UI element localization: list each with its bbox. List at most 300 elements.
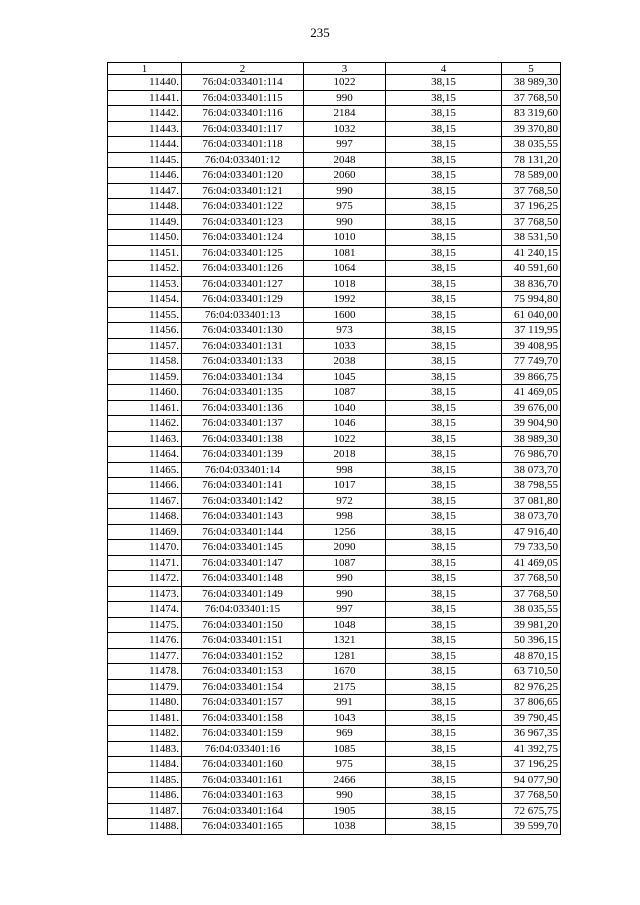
- area-cell: 2048: [304, 152, 386, 168]
- table-row: [108, 726, 561, 742]
- table-row: [108, 803, 561, 819]
- area-cell: 975: [304, 757, 386, 773]
- rate-cell: 38,15: [386, 664, 502, 680]
- cadastral-number-cell: 76:04:033401:148: [182, 571, 304, 587]
- area-cell: 2038: [304, 354, 386, 370]
- area-cell: 1600: [304, 307, 386, 323]
- table-row: [108, 106, 561, 122]
- rate-cell: 38,15: [386, 819, 502, 835]
- row-number-cell: 11446.: [108, 168, 182, 184]
- value-cell: 37 196,25: [502, 199, 561, 215]
- area-cell: 1032: [304, 121, 386, 137]
- rate-cell: 38,15: [386, 369, 502, 385]
- rate-cell: 38,15: [386, 586, 502, 602]
- cadastral-number-cell: 76:04:033401:154: [182, 679, 304, 695]
- area-cell: 1045: [304, 369, 386, 385]
- row-number-cell: 11459.: [108, 369, 182, 385]
- table-row: [108, 90, 561, 106]
- table-row: [108, 75, 561, 91]
- rate-cell: 38,15: [386, 540, 502, 556]
- header-cell-4: 4: [386, 63, 502, 75]
- row-number-cell: 11467.: [108, 493, 182, 509]
- row-number-cell: 11440.: [108, 75, 182, 91]
- rate-cell: 38,15: [386, 106, 502, 122]
- area-cell: 1043: [304, 710, 386, 726]
- cadastral-number-cell: 76:04:033401:144: [182, 524, 304, 540]
- area-cell: 997: [304, 602, 386, 618]
- row-number-cell: 11471.: [108, 555, 182, 571]
- rate-cell: 38,15: [386, 168, 502, 184]
- rate-cell: 38,15: [386, 307, 502, 323]
- rate-cell: 38,15: [386, 152, 502, 168]
- table-row: [108, 741, 561, 757]
- table-row: [108, 137, 561, 153]
- table-row: [108, 245, 561, 261]
- value-cell: 36 967,35: [502, 726, 561, 742]
- table-row: [108, 292, 561, 308]
- row-number-cell: 11474.: [108, 602, 182, 618]
- area-cell: 990: [304, 90, 386, 106]
- value-cell: 41 392,75: [502, 741, 561, 757]
- cadastral-number-cell: 76:04:033401:136: [182, 400, 304, 416]
- area-cell: 1038: [304, 819, 386, 835]
- table-row: [108, 679, 561, 695]
- value-cell: 38 989,30: [502, 75, 561, 91]
- area-cell: 997: [304, 137, 386, 153]
- rate-cell: 38,15: [386, 648, 502, 664]
- table-row: [108, 664, 561, 680]
- row-number-cell: 11484.: [108, 757, 182, 773]
- value-cell: 37 768,50: [502, 214, 561, 230]
- rate-cell: 38,15: [386, 695, 502, 711]
- rate-cell: 38,15: [386, 757, 502, 773]
- value-cell: 39 599,70: [502, 819, 561, 835]
- row-number-cell: 11483.: [108, 741, 182, 757]
- table-row: [108, 509, 561, 525]
- cadastral-number-cell: 76:04:033401:164: [182, 803, 304, 819]
- cadastral-number-cell: 76:04:033401:124: [182, 230, 304, 246]
- rate-cell: 38,15: [386, 400, 502, 416]
- value-cell: 41 469,05: [502, 385, 561, 401]
- area-cell: 1017: [304, 478, 386, 494]
- row-number-cell: 11473.: [108, 586, 182, 602]
- row-number-cell: 11488.: [108, 819, 182, 835]
- cadastral-number-cell: 76:04:033401:163: [182, 788, 304, 804]
- value-cell: 47 916,40: [502, 524, 561, 540]
- rate-cell: 38,15: [386, 571, 502, 587]
- row-number-cell: 11465.: [108, 462, 182, 478]
- rate-cell: 38,15: [386, 385, 502, 401]
- table-row: [108, 478, 561, 494]
- area-cell: 2175: [304, 679, 386, 695]
- table-row: [108, 338, 561, 354]
- row-number-cell: 11485.: [108, 772, 182, 788]
- row-number-cell: 11455.: [108, 307, 182, 323]
- area-cell: 1022: [304, 431, 386, 447]
- table-row: [108, 276, 561, 292]
- value-cell: 37 806,65: [502, 695, 561, 711]
- rate-cell: 38,15: [386, 245, 502, 261]
- cadastral-number-cell: 76:04:033401:133: [182, 354, 304, 370]
- rate-cell: 38,15: [386, 338, 502, 354]
- row-number-cell: 11443.: [108, 121, 182, 137]
- table-row: [108, 788, 561, 804]
- row-number-cell: 11449.: [108, 214, 182, 230]
- value-cell: 39 370,80: [502, 121, 561, 137]
- cadastral-number-cell: 76:04:033401:129: [182, 292, 304, 308]
- cadastral-number-cell: 76:04:033401:130: [182, 323, 304, 339]
- cadastral-number-cell: 76:04:033401:159: [182, 726, 304, 742]
- row-number-cell: 11482.: [108, 726, 182, 742]
- value-cell: 37 081,80: [502, 493, 561, 509]
- row-number-cell: 11478.: [108, 664, 182, 680]
- rate-cell: 38,15: [386, 478, 502, 494]
- value-cell: 37 768,50: [502, 183, 561, 199]
- row-number-cell: 11468.: [108, 509, 182, 525]
- table-row: [108, 416, 561, 432]
- cadastral-number-cell: 76:04:033401:12: [182, 152, 304, 168]
- value-cell: 41 469,05: [502, 555, 561, 571]
- rate-cell: 38,15: [386, 183, 502, 199]
- area-cell: 2466: [304, 772, 386, 788]
- area-cell: 2018: [304, 447, 386, 463]
- row-number-cell: 11481.: [108, 710, 182, 726]
- rate-cell: 38,15: [386, 633, 502, 649]
- rate-cell: 38,15: [386, 772, 502, 788]
- value-cell: 38 035,55: [502, 602, 561, 618]
- value-cell: 38 531,50: [502, 230, 561, 246]
- row-number-cell: 11469.: [108, 524, 182, 540]
- header-cell-5: 5: [502, 63, 561, 75]
- cadastral-number-cell: 76:04:033401:114: [182, 75, 304, 91]
- row-number-cell: 11470.: [108, 540, 182, 556]
- area-cell: 990: [304, 183, 386, 199]
- table-row: [108, 183, 561, 199]
- cadastral-number-cell: 76:04:033401:153: [182, 664, 304, 680]
- cadastral-number-cell: 76:04:033401:123: [182, 214, 304, 230]
- rate-cell: 38,15: [386, 121, 502, 137]
- rate-cell: 38,15: [386, 137, 502, 153]
- cadastral-number-cell: 76:04:033401:122: [182, 199, 304, 215]
- value-cell: 72 675,75: [502, 803, 561, 819]
- value-cell: 39 904,90: [502, 416, 561, 432]
- value-cell: 39 981,20: [502, 617, 561, 633]
- cadastral-number-cell: 76:04:033401:141: [182, 478, 304, 494]
- cadastral-number-cell: 76:04:033401:147: [182, 555, 304, 571]
- value-cell: 61 040,00: [502, 307, 561, 323]
- row-number-cell: 11448.: [108, 199, 182, 215]
- rate-cell: 38,15: [386, 447, 502, 463]
- area-cell: 1085: [304, 741, 386, 757]
- row-number-cell: 11463.: [108, 431, 182, 447]
- cadastral-number-cell: 76:04:033401:149: [182, 586, 304, 602]
- row-number-cell: 11458.: [108, 354, 182, 370]
- row-number-cell: 11464.: [108, 447, 182, 463]
- area-cell: 1670: [304, 664, 386, 680]
- area-cell: 1040: [304, 400, 386, 416]
- table-row: [108, 307, 561, 323]
- area-cell: 998: [304, 462, 386, 478]
- value-cell: 50 396,15: [502, 633, 561, 649]
- value-cell: 48 870,15: [502, 648, 561, 664]
- area-cell: 1022: [304, 75, 386, 91]
- area-cell: 973: [304, 323, 386, 339]
- area-cell: 969: [304, 726, 386, 742]
- value-cell: 94 077,90: [502, 772, 561, 788]
- value-cell: 39 408,95: [502, 338, 561, 354]
- area-cell: 998: [304, 509, 386, 525]
- value-cell: 77 749,70: [502, 354, 561, 370]
- table-row: [108, 323, 561, 339]
- value-cell: 78 131,20: [502, 152, 561, 168]
- value-cell: 37 196,25: [502, 757, 561, 773]
- table-row: [108, 695, 561, 711]
- table-row: [108, 602, 561, 618]
- table-row: [108, 524, 561, 540]
- rate-cell: 38,15: [386, 710, 502, 726]
- row-number-cell: 11441.: [108, 90, 182, 106]
- rate-cell: 38,15: [386, 602, 502, 618]
- area-cell: 1992: [304, 292, 386, 308]
- row-number-cell: 11451.: [108, 245, 182, 261]
- rate-cell: 38,15: [386, 509, 502, 525]
- header-row: [108, 63, 561, 75]
- table-row: [108, 385, 561, 401]
- cadastral-number-cell: 76:04:033401:150: [182, 617, 304, 633]
- cadastral-number-cell: 76:04:033401:13: [182, 307, 304, 323]
- table-row: [108, 431, 561, 447]
- row-number-cell: 11453.: [108, 276, 182, 292]
- area-cell: 991: [304, 695, 386, 711]
- row-number-cell: 11462.: [108, 416, 182, 432]
- value-cell: 38 035,55: [502, 137, 561, 153]
- area-cell: 1018: [304, 276, 386, 292]
- cadastral-number-cell: 76:04:033401:118: [182, 137, 304, 153]
- rate-cell: 38,15: [386, 803, 502, 819]
- row-number-cell: 11475.: [108, 617, 182, 633]
- rate-cell: 38,15: [386, 555, 502, 571]
- cadastral-number-cell: 76:04:033401:143: [182, 509, 304, 525]
- value-cell: 37 768,50: [502, 90, 561, 106]
- row-number-cell: 11444.: [108, 137, 182, 153]
- value-cell: 38 798,55: [502, 478, 561, 494]
- table-row: [108, 400, 561, 416]
- rate-cell: 38,15: [386, 679, 502, 695]
- cadastral-number-cell: 76:04:033401:138: [182, 431, 304, 447]
- row-number-cell: 11452.: [108, 261, 182, 277]
- cadastral-number-cell: 76:04:033401:121: [182, 183, 304, 199]
- header-cell-1: 1: [108, 63, 182, 75]
- cadastral-number-cell: 76:04:033401:137: [182, 416, 304, 432]
- rate-cell: 38,15: [386, 431, 502, 447]
- area-cell: 2060: [304, 168, 386, 184]
- area-cell: 990: [304, 571, 386, 587]
- table-row: [108, 633, 561, 649]
- cadastral-number-cell: 76:04:033401:125: [182, 245, 304, 261]
- area-cell: 1321: [304, 633, 386, 649]
- area-cell: 2184: [304, 106, 386, 122]
- table-row: [108, 586, 561, 602]
- value-cell: 75 994,80: [502, 292, 561, 308]
- rate-cell: 38,15: [386, 90, 502, 106]
- value-cell: 37 119,95: [502, 323, 561, 339]
- area-cell: 1081: [304, 245, 386, 261]
- rate-cell: 38,15: [386, 75, 502, 91]
- cadastral-number-cell: 76:04:033401:161: [182, 772, 304, 788]
- table-row: [108, 168, 561, 184]
- table-row: [108, 462, 561, 478]
- table-body: [108, 75, 561, 835]
- row-number-cell: 11472.: [108, 571, 182, 587]
- table-row: [108, 447, 561, 463]
- rate-cell: 38,15: [386, 199, 502, 215]
- cadastral-number-cell: 76:04:033401:134: [182, 369, 304, 385]
- area-cell: 1046: [304, 416, 386, 432]
- area-cell: 990: [304, 788, 386, 804]
- cadastral-number-cell: 76:04:033401:151: [182, 633, 304, 649]
- table-row: [108, 152, 561, 168]
- area-cell: 1905: [304, 803, 386, 819]
- row-number-cell: 11466.: [108, 478, 182, 494]
- table-row: [108, 230, 561, 246]
- area-cell: 1048: [304, 617, 386, 633]
- rate-cell: 38,15: [386, 230, 502, 246]
- table-row: [108, 617, 561, 633]
- header-cell-3: 3: [304, 63, 386, 75]
- cadastral-number-cell: 76:04:033401:165: [182, 819, 304, 835]
- rate-cell: 38,15: [386, 292, 502, 308]
- cadastral-number-cell: 76:04:033401:135: [182, 385, 304, 401]
- value-cell: 39 676,00: [502, 400, 561, 416]
- value-cell: 38 989,30: [502, 431, 561, 447]
- row-number-cell: 11461.: [108, 400, 182, 416]
- row-number-cell: 11487.: [108, 803, 182, 819]
- rate-cell: 38,15: [386, 462, 502, 478]
- table-header: [108, 63, 561, 75]
- value-cell: 39 790,45: [502, 710, 561, 726]
- cadastral-number-cell: 76:04:033401:145: [182, 540, 304, 556]
- rate-cell: 38,15: [386, 214, 502, 230]
- row-number-cell: 11454.: [108, 292, 182, 308]
- table-row: [108, 354, 561, 370]
- value-cell: 38 836,70: [502, 276, 561, 292]
- value-cell: 40 591,60: [502, 261, 561, 277]
- row-number-cell: 11456.: [108, 323, 182, 339]
- value-cell: 83 319,60: [502, 106, 561, 122]
- rate-cell: 38,15: [386, 726, 502, 742]
- table-row: [108, 819, 561, 835]
- page-number: 235: [310, 25, 330, 40]
- area-cell: 1064: [304, 261, 386, 277]
- rate-cell: 38,15: [386, 261, 502, 277]
- value-cell: 38 073,70: [502, 509, 561, 525]
- row-number-cell: 11450.: [108, 230, 182, 246]
- area-cell: 1087: [304, 555, 386, 571]
- table-row: [108, 540, 561, 556]
- cadastral-number-cell: 76:04:033401:16: [182, 741, 304, 757]
- value-cell: 39 866,75: [502, 369, 561, 385]
- area-cell: 1087: [304, 385, 386, 401]
- rate-cell: 38,15: [386, 617, 502, 633]
- area-cell: 972: [304, 493, 386, 509]
- rate-cell: 38,15: [386, 524, 502, 540]
- area-cell: 1033: [304, 338, 386, 354]
- cadastral-number-cell: 76:04:033401:116: [182, 106, 304, 122]
- cadastral-number-cell: 76:04:033401:126: [182, 261, 304, 277]
- rate-cell: 38,15: [386, 354, 502, 370]
- rate-cell: 38,15: [386, 416, 502, 432]
- cadastral-number-cell: 76:04:033401:131: [182, 338, 304, 354]
- table-row: [108, 772, 561, 788]
- value-cell: 78 589,00: [502, 168, 561, 184]
- area-cell: 990: [304, 586, 386, 602]
- table-row: [108, 199, 561, 215]
- cadastral-number-cell: 76:04:033401:115: [182, 90, 304, 106]
- value-cell: 63 710,50: [502, 664, 561, 680]
- row-number-cell: 11479.: [108, 679, 182, 695]
- rate-cell: 38,15: [386, 788, 502, 804]
- row-number-cell: 11476.: [108, 633, 182, 649]
- table-row: [108, 493, 561, 509]
- header-cell-2: 2: [182, 63, 304, 75]
- table-row: [108, 555, 561, 571]
- value-cell: 41 240,15: [502, 245, 561, 261]
- row-number-cell: 11457.: [108, 338, 182, 354]
- cadastral-number-cell: 76:04:033401:15: [182, 602, 304, 618]
- table-row: [108, 369, 561, 385]
- table-row: [108, 214, 561, 230]
- value-cell: 79 733,50: [502, 540, 561, 556]
- table-row: [108, 648, 561, 664]
- value-cell: 37 768,50: [502, 586, 561, 602]
- row-number-cell: 11460.: [108, 385, 182, 401]
- value-cell: 38 073,70: [502, 462, 561, 478]
- row-number-cell: 11445.: [108, 152, 182, 168]
- table-row: [108, 757, 561, 773]
- rate-cell: 38,15: [386, 741, 502, 757]
- area-cell: 1010: [304, 230, 386, 246]
- value-cell: 82 976,25: [502, 679, 561, 695]
- value-cell: 37 768,50: [502, 571, 561, 587]
- rate-cell: 38,15: [386, 323, 502, 339]
- value-cell: 76 986,70: [502, 447, 561, 463]
- row-number-cell: 11480.: [108, 695, 182, 711]
- table-row: [108, 571, 561, 587]
- cadastral-number-cell: 76:04:033401:142: [182, 493, 304, 509]
- cadastral-number-cell: 76:04:033401:117: [182, 121, 304, 137]
- row-number-cell: 11486.: [108, 788, 182, 804]
- cadastral-number-cell: 76:04:033401:157: [182, 695, 304, 711]
- table-row: [108, 121, 561, 137]
- row-number-cell: 11477.: [108, 648, 182, 664]
- registry-table: [107, 62, 561, 835]
- rate-cell: 38,15: [386, 493, 502, 509]
- cadastral-number-cell: 76:04:033401:127: [182, 276, 304, 292]
- row-number-cell: 11447.: [108, 183, 182, 199]
- cadastral-number-cell: 76:04:033401:158: [182, 710, 304, 726]
- rate-cell: 38,15: [386, 276, 502, 292]
- area-cell: 1256: [304, 524, 386, 540]
- cadastral-number-cell: 76:04:033401:160: [182, 757, 304, 773]
- table-row: [108, 261, 561, 277]
- area-cell: 975: [304, 199, 386, 215]
- area-cell: 1281: [304, 648, 386, 664]
- area-cell: 990: [304, 214, 386, 230]
- row-number-cell: 11442.: [108, 106, 182, 122]
- cadastral-number-cell: 76:04:033401:139: [182, 447, 304, 463]
- cadastral-number-cell: 76:04:033401:14: [182, 462, 304, 478]
- table-row: [108, 710, 561, 726]
